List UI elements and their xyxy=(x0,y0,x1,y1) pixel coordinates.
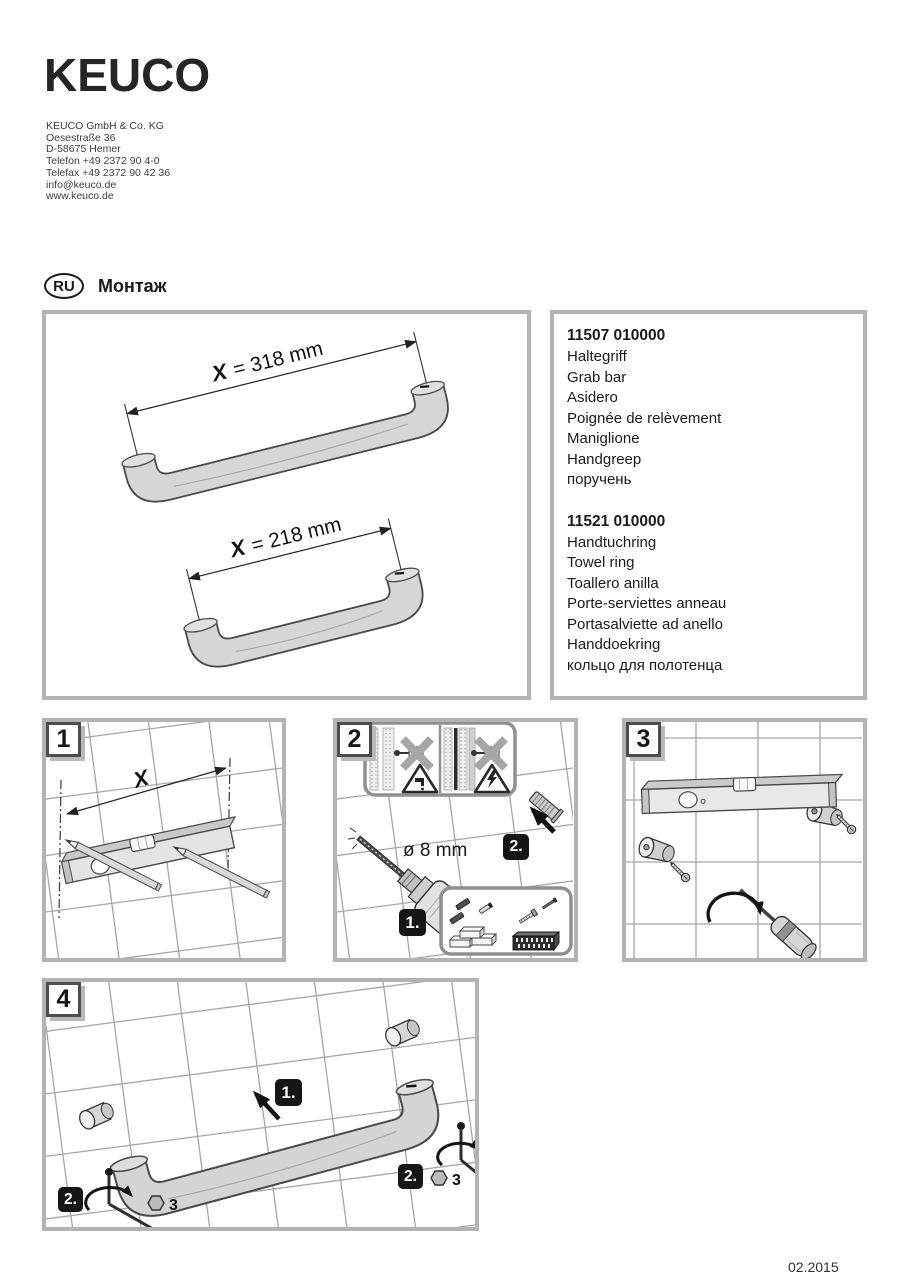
step-4-panel xyxy=(42,978,479,1231)
hex-size-icon xyxy=(431,1171,447,1185)
substep-1-badge: 1. xyxy=(399,909,426,936)
address-line: Oesestraße 36 xyxy=(46,131,116,144)
product-code: 11521 010000 xyxy=(567,512,666,530)
substep-2-badge: 2. xyxy=(398,1164,423,1189)
revision-date: 02.2015 xyxy=(788,1259,839,1275)
screwdriver xyxy=(734,882,819,958)
dimension-label: X= 218 mm xyxy=(227,512,344,563)
substep-2-badge: 2. xyxy=(503,834,529,860)
step-1-panel xyxy=(42,718,286,962)
address-line: KEUCO GmbH & Co. KG xyxy=(46,120,164,132)
wall-post xyxy=(637,836,677,865)
language-badge: RU xyxy=(44,273,84,299)
page-title: Монтаж xyxy=(98,275,167,296)
warning-inset xyxy=(365,723,515,795)
tile-grid xyxy=(626,722,862,958)
substep-2-badge: 2. xyxy=(58,1187,83,1212)
grab-bar-218-diagram xyxy=(46,505,527,696)
pencil xyxy=(172,844,269,898)
rotation-arrow xyxy=(708,893,760,922)
wall-post xyxy=(77,1100,116,1131)
hex-size-label: 3 xyxy=(452,1172,461,1189)
grab-bar-318-diagram xyxy=(46,314,527,505)
step4-illustration xyxy=(46,982,475,1227)
step-number: 4 xyxy=(46,982,81,1017)
step-number: 3 xyxy=(626,722,661,757)
dimension-x-label: X xyxy=(130,764,152,793)
spirit-level xyxy=(641,774,843,813)
dimension-annotation xyxy=(182,505,401,620)
grab-bar-illustration xyxy=(183,565,430,674)
dimension-diagrams-box xyxy=(42,310,531,700)
product-code: 11507 010000 xyxy=(567,327,666,344)
dimension-label: X= 318 mm xyxy=(209,336,326,387)
keuco-logo: KEUCO xyxy=(44,49,211,101)
step-2-panel xyxy=(333,718,578,962)
section-heading xyxy=(44,273,166,299)
hollow-block xyxy=(513,932,559,950)
hex-size-icon xyxy=(148,1196,164,1210)
screw xyxy=(667,859,691,883)
hex-size-label: 3 xyxy=(169,1197,178,1214)
step3-illustration xyxy=(626,722,862,958)
address-line: Telefon +49 2372 90 4-0 xyxy=(46,155,160,168)
address-line: info@keuco.de xyxy=(46,178,117,191)
step1-illustration xyxy=(46,722,282,958)
wall-plug xyxy=(528,790,563,823)
product-block: 11521 010000 Handtuchring Towel ring Toallero anilla Porte-serviettes anneau Portasalviette ad anello Handdoekring кольцо для полотенца xyxy=(567,511,850,677)
step-number: 1 xyxy=(46,722,81,757)
step-number: 2 xyxy=(337,722,372,757)
drill-diameter-label: ø 8 mm xyxy=(403,840,468,861)
product-list-box xyxy=(550,310,867,700)
fixings-inset xyxy=(441,888,571,954)
company-address xyxy=(46,121,170,203)
step2-illustration xyxy=(337,722,573,958)
address-line: D-58675 Hemer xyxy=(46,143,121,156)
address-line: www.keuco.de xyxy=(46,190,114,203)
step-3-panel xyxy=(622,718,867,962)
impact-marks xyxy=(348,828,357,849)
grab-bar-illustration xyxy=(121,379,456,505)
address-line: Telefax +49 2372 90 42 36 xyxy=(46,166,171,179)
substep-1-badge: 1. xyxy=(275,1079,302,1106)
product-block: 11507 010000 Haltegriff Grab bar Asidero Poignée de relèvement Maniglione Handgreep поручень xyxy=(567,325,850,491)
